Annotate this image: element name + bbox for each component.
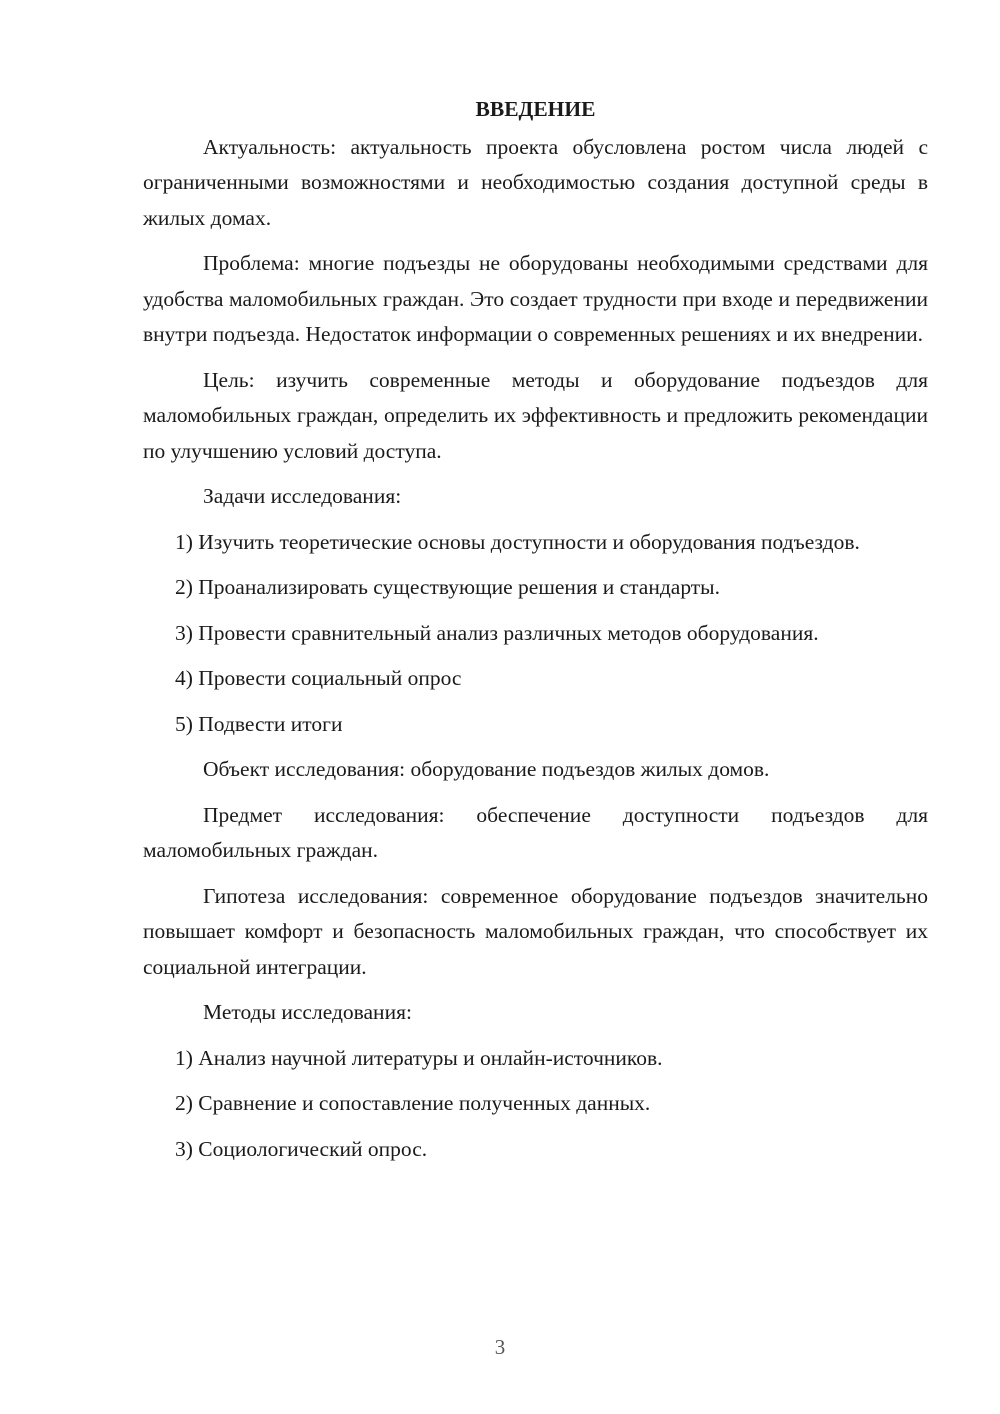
task-item-5: 5) Подвести итоги (175, 711, 343, 736)
document-page (143, 92, 928, 1177)
method-item-3: 3) Социологический опрос. (175, 1136, 428, 1161)
task-item-2: 2) Проанализировать существующие решения и стандарты. (175, 575, 721, 599)
methods-heading: Методы исследования: (203, 1000, 412, 1024)
section-title: ВВЕДЕНИЕ (475, 97, 596, 121)
task-item-3: 3) Провести сравнительный анализ различных методов оборудования. (175, 620, 819, 645)
task-item-4: 4) Провести социальный опрос (175, 666, 462, 690)
method-item-1: 1) Анализ научной литературы и онлайн-источников. (175, 1045, 663, 1070)
method-item-2: 2) Сравнение и сопоставление полученных данных. (175, 1091, 651, 1115)
goal-paragraph: Цель: изучить современные методы и оборудование подъездов для маломобильных граждан, определить их эффективность и предложить рекомендации по улучшению условий доступа. (143, 367, 928, 463)
tasks-heading: Задачи исследования: (203, 484, 402, 508)
page-number: 3 (494, 1335, 506, 1359)
subject-paragraph: Предмет исследования: обеспечение доступности подъездов для маломобильных граждан. (143, 802, 928, 862)
problem-paragraph: Проблема: многие подъезды не оборудованы необходимыми средствами для удобства маломобильных граждан. Это создает трудности при входе и передвижении внутри подъезда. Недостаток информации о современных решениях и их внедрении. (143, 251, 928, 346)
relevance-paragraph: Актуальность: актуальность проекта обусловлена ростом числа людей с ограниченными возможностями и необходимостью создания доступной среды в жилых домах. (143, 134, 928, 230)
object-paragraph: Объект исследования: оборудование подъездов жилых домов. (203, 757, 770, 781)
task-item-1: 1) Изучить теоретические основы доступности и оборудования подъездов. (175, 529, 860, 554)
hypothesis-paragraph: Гипотеза исследования: современное оборудование подъездов значительно повышает комфорт и безопасность маломобильных граждан, что способствует их социальной интеграции. (143, 883, 928, 979)
